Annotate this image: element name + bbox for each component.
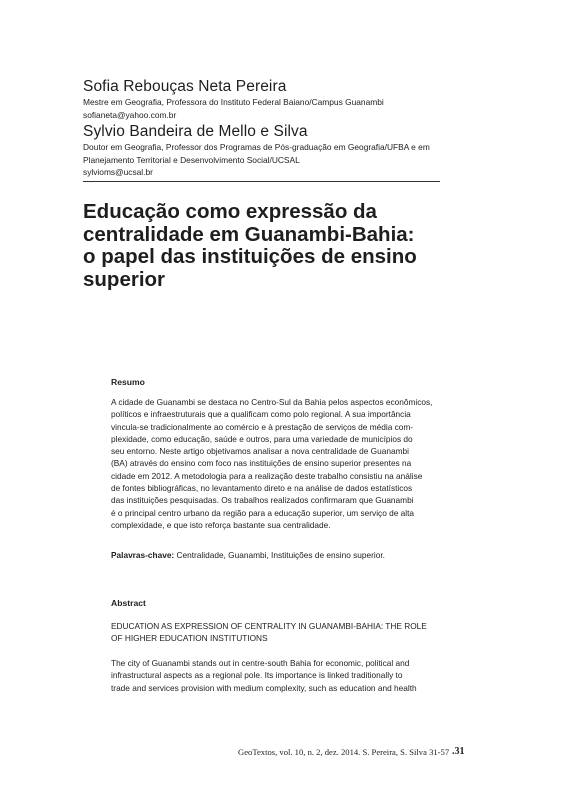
resumo-heading: Resumo bbox=[111, 377, 145, 387]
keywords-label: Palavras-chave: bbox=[111, 550, 175, 560]
article-title bbox=[83, 201, 463, 291]
paragraph-line: vincula-se tradicionalmente ao comércio e à prestação de serviços de média com- bbox=[111, 421, 414, 432]
author-name: Sofia Rebouças Neta Pereira bbox=[83, 78, 287, 95]
author-email: sofianeta@yahoo.com.br bbox=[83, 109, 177, 120]
paragraph-line: (BA) através do ensino com foco nas instituições de ensino superior presentes na bbox=[111, 458, 412, 469]
paragraph-line: é o principal centro urbano da região para a educação superior, um serviço de alta bbox=[111, 507, 415, 518]
abstract-paragraph bbox=[111, 657, 442, 694]
title-line: centralidade em Guanambi-Bahia: bbox=[83, 222, 415, 246]
abstract-title bbox=[111, 620, 442, 645]
abstract-section bbox=[111, 597, 442, 609]
resumo-section bbox=[111, 376, 442, 388]
author-affiliation: Planejamento Territorial e Desenvolvimento Social/UCSAL bbox=[83, 154, 300, 165]
paragraph-line: de fontes bibliográficas, no levantamento direto e na análise de dados estatísticos bbox=[111, 483, 413, 494]
paragraph-line: cidade em 2012. A metodologia para a realização deste trabalho consistiu na análise bbox=[111, 470, 423, 481]
abstract-title-line: OF HIGHER EDUCATION INSTITUTIONS bbox=[111, 633, 268, 644]
author-affiliation: Mestre em Geografia, Professora do Instituto Federal Baiano/Campus Guanambi bbox=[83, 97, 384, 107]
paragraph-line: A cidade de Guanambi se destaca no Centro-Sul da Bahia pelos aspectos econômicos, bbox=[111, 397, 433, 407]
page-number: .31 bbox=[452, 746, 465, 757]
paragraph-line: trade and services provision with medium complexity, such as education and health bbox=[111, 682, 417, 693]
paragraph-line: políticos e infraestruturais que a qualificam como polo regional. A sua importância bbox=[111, 409, 411, 420]
title-line: Educação como expressão da bbox=[83, 200, 377, 223]
paragraph-line: The city of Guanambi stands out in centre-south Bahia for economic, political and bbox=[111, 658, 410, 668]
abstract-title-line: EDUCATION AS EXPRESSION OF CENTRALITY IN GUANAMBI-BAHIA: THE ROLE bbox=[111, 621, 427, 631]
author-email: sylvioms@ucsal.br bbox=[83, 167, 153, 178]
title-line: superior bbox=[83, 267, 166, 291]
keywords bbox=[111, 549, 442, 561]
author-name: Sylvio Bandeira de Mello e Silva bbox=[83, 123, 308, 141]
header-divider bbox=[83, 181, 440, 182]
paragraph-line: infrastructural aspects as a regional pole. Its importance is linked traditionally to bbox=[111, 670, 403, 681]
author-block bbox=[83, 123, 443, 179]
author-affiliation: Doutor em Geografia, Professor dos Programas de Pós-graduação em Geografia/UFBA e em bbox=[83, 142, 430, 153]
footer-citation: GeoTextos, vol. 10, n. 2, dez. 2014. S. Pereira, S. Silva 31-57 bbox=[238, 747, 450, 757]
authors-section bbox=[83, 78, 443, 179]
keywords-text: Centralidade, Guanambi, Instituições de ensino superior. bbox=[174, 550, 385, 560]
abstract-heading: Abstract bbox=[111, 598, 146, 608]
paragraph-line: das instituições pesquisadas. Os trabalhos realizados confirmaram que Guanambi bbox=[111, 495, 414, 506]
author-block bbox=[83, 78, 443, 121]
paragraph-line: plexidade, como educação, saúde e outros, para uma variedade de municípios do bbox=[111, 433, 413, 444]
resumo-paragraph bbox=[111, 396, 442, 531]
paragraph-line: complexidade, e que isto reforça bastante sua centralidade. bbox=[111, 519, 331, 530]
paragraph-line: seu entorno. Neste artigo objetivamos analisar a nova centralidade de Guanambi bbox=[111, 446, 409, 457]
title-line: o papel das instituições de ensino bbox=[83, 245, 417, 268]
